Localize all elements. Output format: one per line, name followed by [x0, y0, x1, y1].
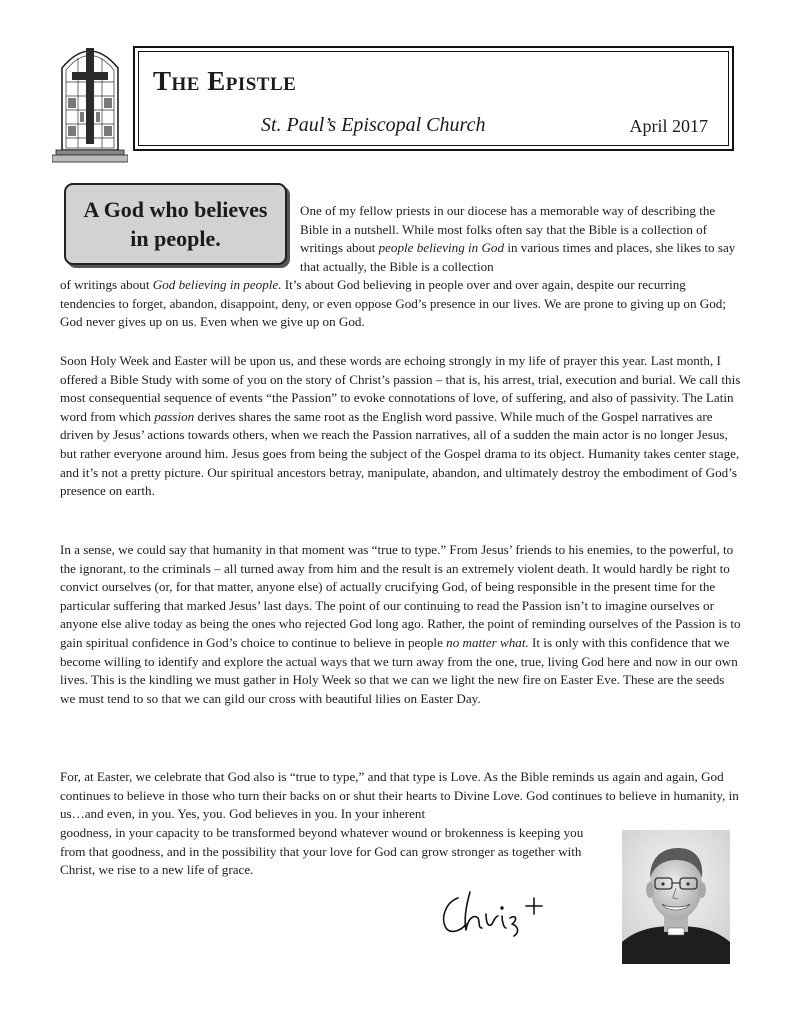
- paragraph-5: goodness, in your capacity to be transformed beyond whatever wound or brokenness is keeping you from that goodness, and in the possibility that your love for God can grow stronger as together with Christ, we rise to a new life of grace.: [60, 825, 584, 878]
- newsletter-title: The Epistle: [153, 66, 297, 96]
- issue-date: April 2017: [629, 116, 708, 136]
- paragraph-3-text-b: It is only with this confidence that we become willing to identify and explore the actual ways that we turn away from the one, true, living God here and now in our own lives. This is the kindling we must gather in Holy Week so that we can we light the new fire on Easter Eve. These are the seeds we must tend to so that we can gild our cross with beautiful lilies on Easter Day.: [60, 634, 738, 706]
- paragraph-1-text-d: It’s about God believing in people over and over again, despite our recurring tendencies to forget, abandon, disappoint, deny, or even oppose God’s presence in our lives. We are prone to giving up on God; God never gives up on us. Even when we give up on God.: [60, 277, 726, 330]
- paragraph-1-text-b: in various times and places, she likes to say that actually, the Bible is a collection: [300, 240, 736, 274]
- paragraph-1-intro: [300, 202, 740, 276]
- paragraph-2: [60, 352, 742, 501]
- paragraph-1-text-c: of writings about: [60, 277, 150, 292]
- author-portrait-photo: [622, 830, 730, 964]
- paragraph-1-emphasis-1: people believing in God: [378, 240, 505, 256]
- paragraph-1-continued: [60, 276, 742, 332]
- paragraph-2-text-b: derives shares the same root as the English word passive. While much of the Gospel narratives are driven by Jesus’ actions towards others, when we reach the Passion narratives, all of a sudden the main actor is no longer Jesus, but rather everyone around him. Jesus goes from being the subject of the Gospel drama to its object. Humanity takes center stage, and it’s not a pretty picture. Our spiritual ancestors betray, manipulate, abandon, and ultimately destroy the embodiment of God’s presence on earth.: [60, 408, 740, 499]
- paragraph-3: [60, 541, 742, 708]
- paragraph-3-text-a: In a sense, we could say that humanity in that moment was “true to type.” From Jesus’ friends to his enemies, to the powerful, to the ignorant, to the criminals – all turned away from him and the result is an extremely violent death. It would hardly be right to convict ourselves (or, for that matter, anyone else) of actually crucifying God, of being responsible in the present time for the particular suffering that marked Jesus’ last days. The point of our continuing to read the Passion isn’t to imagine ourselves or anyone else alive today as being the ones who rejected God long ago. Rather, the point of reminding ourselves of the Passion is to gain spiritual confidence in God’s choice to continue to believe in people: [60, 542, 741, 650]
- paragraph-1-emphasis-2: God believing in people.: [152, 277, 282, 292]
- handwritten-signature: [436, 884, 566, 944]
- paragraph-1-text-a: One of my fellow priests in our diocese has a memorable way of describing the Bible in a nutshell. While most folks often say that the Bible is a collection of writings about: [300, 203, 716, 256]
- masthead-inner-border: [138, 51, 729, 146]
- church-name: St. Paul’s Episcopal Church: [261, 114, 486, 136]
- paragraph-3-emphasis: no matter what.: [446, 634, 529, 650]
- paragraph-2-emphasis: passion: [154, 408, 195, 424]
- church-window-logo-icon: [52, 38, 128, 164]
- paragraph-4: For, at Easter, we celebrate that God also is “true to type,” and that type is Love. As the Bible reminds us again and again, God continues to believe in those who turn their backs on or shut their hearts to Divine Love. God continues to believe in humanity, in us…and even, in you. Yes, you. God believes in you. In your inherent: [60, 769, 739, 822]
- masthead-box: [133, 46, 734, 151]
- paragraph-2-text-a: Soon Holy Week and Easter will be upon us, and these words are echoing strongly in my life of prayer this year. Last month, I offered a Bible Study with some of you on the story of Christ’s passion – that is, his arrest, trial, execution and burial. We call this most consequential sequence of events “the Passion” to evoke connotations of love, of suffering, and also of passivity. The Latin word from which: [60, 353, 741, 424]
- article-headline: A God who believes in people.: [83, 197, 268, 251]
- article-headline-box: [64, 183, 287, 265]
